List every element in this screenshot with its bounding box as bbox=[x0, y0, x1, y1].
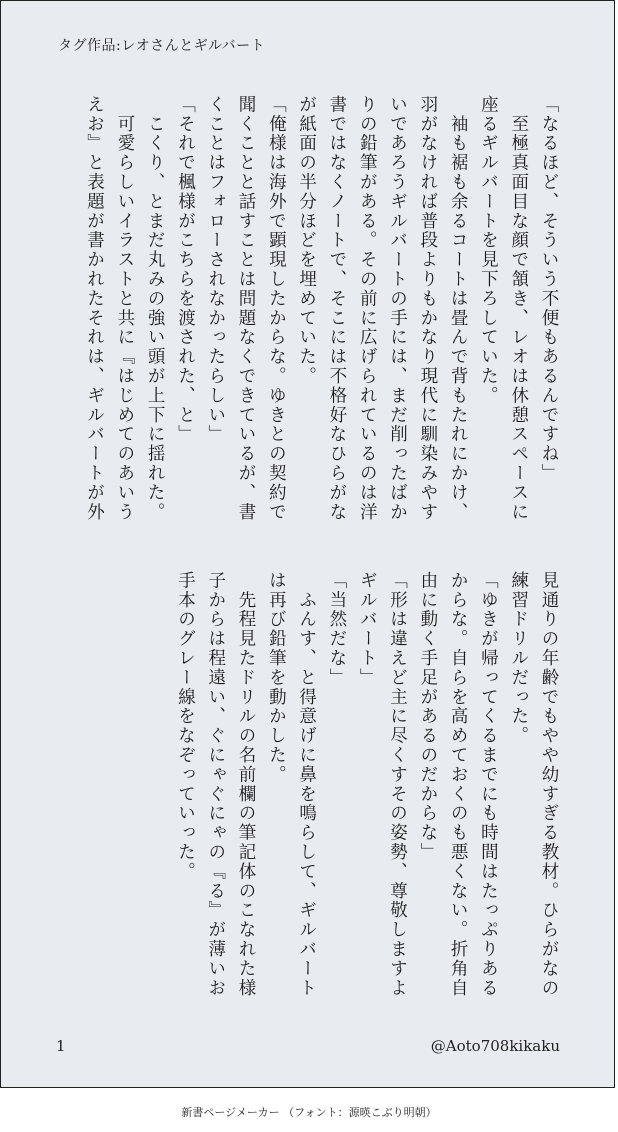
body-text-upper-block: 「なるほど、そういう不便もあるんですね」 至極真面目な顔で頷き、レオは休憩スペースに 座るギルバートを見下ろしていた。 袖も裾も余るコートは畳んで背もたれにかけ、 羽がなければ普段よりもかなり現代に馴染みやす いであろうギルバートの手には、まだ削ったばか りの鉛筆がある。その前に広げられているのは洋 書ではなくノートで、そこには不格好なひらがな が紙面の半分ほどを埋めていた。 「俺様は海外で顕現したからな。ゆきとの契約で 聞くことと話すことは問題なくできているが、書 くことはフォローされなかったらしい」 「それで楓様がこちらを渡された、と」 こくり、とまだ丸みの強い頭が上下に揺れた。 可愛らしいイラストと共に『はじめてのあいう えお』と表題が書かれたそれは、ギルバートが外 bbox=[84, 95, 559, 522]
page-number: 1 bbox=[56, 1037, 66, 1055]
author-handle: @Aoto708kikaku bbox=[430, 1037, 560, 1055]
body-text-lower-block: 見通りの年齢でもやや幼すぎる教材。ひらがなの 練習ドリルだった。 「ゆきが帰ってくるまでにも時間はたっぷりある からな。自らを高めておくのも悪くない。折角自 由に動く手足があるのだからな」 「形は違えど主に尽くすその姿勢、尊敬しますよ ギルバート」 「当然だな」 ふんす、と得意げに鼻を鳴らして、ギルバート は再び鉛筆を動かした。 先程見たドリルの名前欄の筆記体のこなれた様 子からは程遠い、ぐにゃぐにゃの『る』が薄いお 手本のグレー線をなぞっていった。 bbox=[175, 571, 559, 998]
generator-credit: 新書ページメーカー （フォント：源暎こぶり明朝） bbox=[181, 1106, 437, 1119]
page-header-tag-title: タグ作品:レオさんとギルバート bbox=[58, 38, 266, 54]
